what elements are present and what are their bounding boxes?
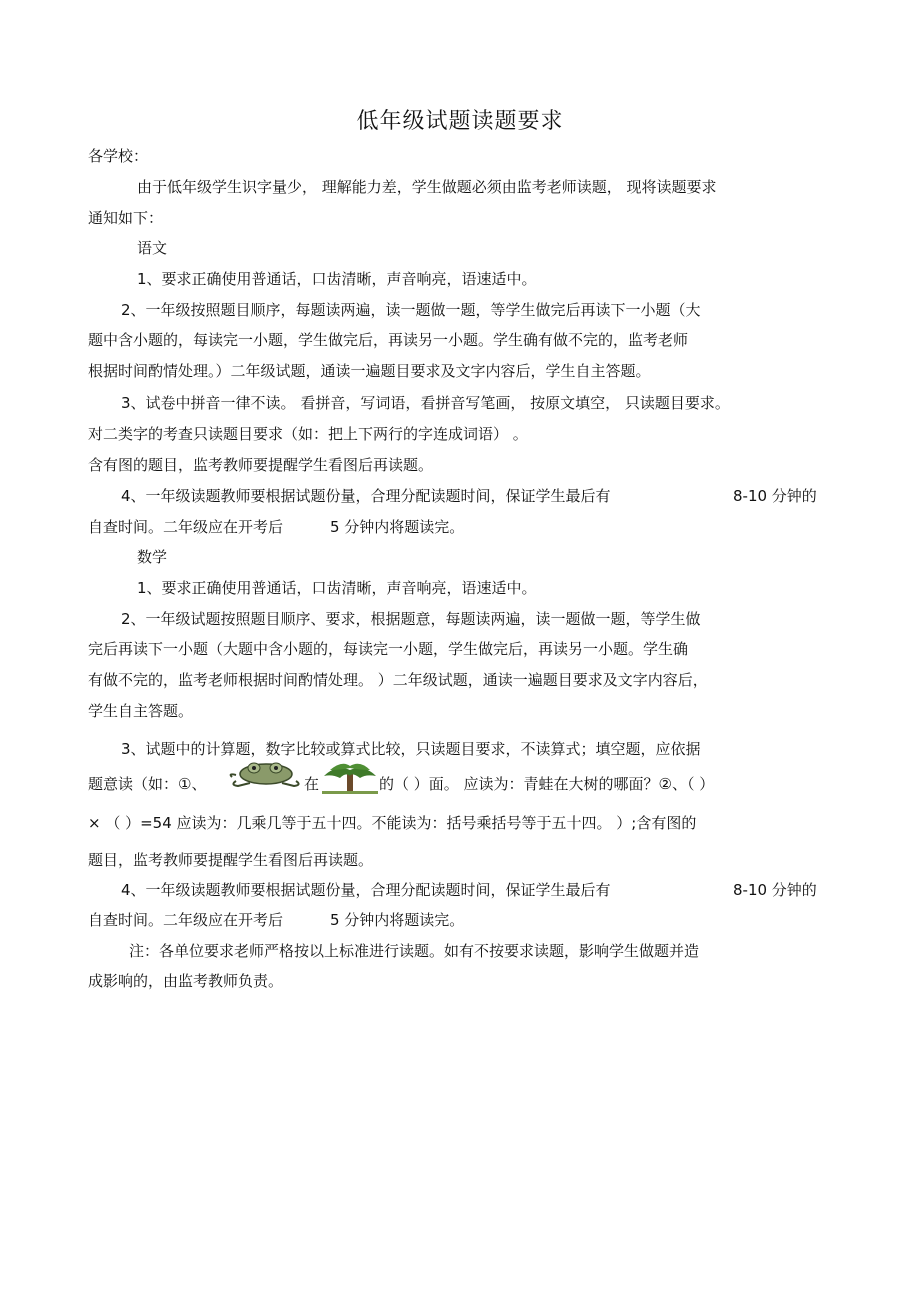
chinese-rule-2-line-3: 根据时间酌情处理。）二年级试题，通读一遍题目要求及文字内容后，学生自主答题。	[88, 362, 651, 380]
greeting: 各学校：	[88, 147, 149, 165]
chinese-rule-2-line-1: 2、一年级按照题目顺序，每题读两遍，读一题做一题，等学生做完后再读下一小题（大	[121, 301, 701, 319]
math-rule-2-line-1: 2、一年级试题按照题目顺序、要求，根据题意，每题读两遍，读一题做一题，等学生做	[121, 610, 701, 628]
frog-icon	[228, 757, 304, 787]
math-rule-4-line-2b: 5 分钟内将题读完。	[330, 911, 465, 929]
math-rule-3-line-2c: 的（ ）面。 应读为：青蛙在大树的哪面？②、（ ）	[379, 775, 715, 793]
tree-icon	[322, 762, 378, 794]
chinese-rule-2-line-2: 题中含小题的，每读完一小题，学生做完后，再读另一小题。学生确有做不完的，监考老师	[88, 331, 689, 349]
chinese-rule-4-line-2b: 5 分钟内将题读完。	[330, 518, 465, 536]
math-rule-3-line-2a: 题意读（如：①、	[88, 775, 207, 793]
math-rule-2-line-2: 完后再读下一小题（大题中含小题的，每读完一小题，学生做完后，再读另一小题。学生确	[88, 640, 689, 658]
chinese-rule-4-line-2a: 自查时间。二年级应在开考后	[88, 518, 284, 536]
math-rule-3-line-1: 3、试题中的计算题，数字比较或算式比较，只读题目要求，不读算式；填空题，应依据	[121, 740, 701, 758]
note-line-1: 注：各单位要求老师严格按以上标准进行读题。如有不按要求读题，影响学生做题并造	[129, 942, 700, 960]
chinese-rule-4-line-1	[121, 486, 611, 506]
math-rule-4-line-2a: 自查时间。二年级应在开考后	[88, 911, 284, 929]
math-rule-4-minutes: 8-10 分钟的	[733, 881, 817, 899]
chinese-rule-1: 1、要求正确使用普通话，口齿清晰，声音响亮，语速适中。	[137, 270, 537, 288]
math-rule-2-line-3: 有做不完的，监考老师根据时间酌情处理。 ）二年级试题，通读一遍题目要求及文字内容后，	[88, 671, 708, 689]
note-line-2: 成影响的，由监考教师负责。	[88, 972, 284, 990]
math-rule-3-line-2b: 在	[304, 775, 320, 793]
chinese-rule-3-line-1: 3、试卷中拼音一律不读。 看拼音，写词语，看拼音写笔画， 按原文填空， 只读题目要求。	[121, 394, 730, 412]
page-title: 低年级试题读题要求	[356, 109, 564, 134]
intro-line-2: 通知如下：	[88, 209, 164, 227]
intro-line-1: 由于低年级学生识字量少， 理解能力差，学生做题必须由监考老师读题， 现将读题要求	[137, 178, 717, 196]
math-rule-2-line-4: 学生自主答题。	[88, 702, 194, 720]
math-rule-3-line-3: × （ ）=54 应读为：几乘几等于五十四。不能读为：括号乘括号等于五十四。 ）;含有图的	[88, 814, 697, 832]
math-rule-4-line-1: 4、一年级读题教师要根据试题份量，合理分配读题时间，保证学生最后有	[121, 881, 611, 899]
chinese-rule-3-line-3: 含有图的题目，监考教师要提醒学生看图后再读题。	[88, 456, 434, 474]
chinese-rule-3-line-2: 对二类字的考查只读题目要求（如：把上下两行的字连成词语） 。	[88, 425, 528, 443]
chinese-heading: 语文	[137, 239, 168, 257]
math-rule-3-line-4: 题目，监考教师要提醒学生看图后再读题。	[88, 851, 374, 869]
math-rule-1: 1、要求正确使用普通话，口齿清晰，声音响亮，语速适中。	[137, 579, 537, 597]
chinese-rule-4-minutes: 8-10 分钟的	[733, 487, 817, 505]
math-heading: 数学	[137, 548, 168, 566]
chinese-rule-4-line-1-text: 4、一年级读题教师要根据试题份量，合理分配读题时间，保证学生最后有	[121, 487, 611, 505]
